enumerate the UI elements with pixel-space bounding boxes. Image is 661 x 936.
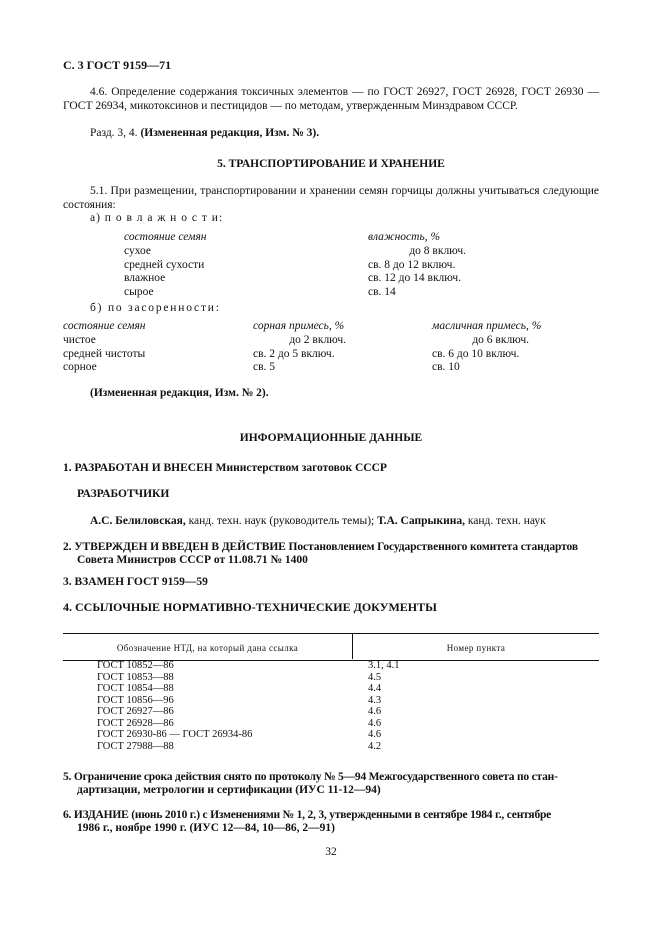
moisture-label: а) п о в л а ж н о с т и: [90,212,224,224]
contamination-label: б) по засоренности: [90,302,221,314]
moisture-values [368,245,478,299]
ntd-items [368,660,400,752]
ntd-doc: ГОСТ 10852—86 [97,660,174,671]
section-5-amendment: (Измененная редакция, Изм. № 2). [90,387,269,399]
item-number: 3. [63,576,72,588]
section-5-title: 5. ТРАНСПОРТИРОВАНИЕ И ХРАНЕНИЕ [217,158,445,170]
contamination-weed [253,334,346,375]
item-number: 4. [63,600,72,614]
contamination-state: средней чистоты [63,347,146,360]
info-item-1 [63,462,387,476]
ntd-item: 4.5 [368,671,382,683]
info-item-4 [63,601,437,615]
weed-value: до 2 включ. [289,334,346,346]
ntd-item: 4.2 [368,740,382,752]
info-item-5 [63,771,558,785]
razd-prefix: Разд. 3, 4. [90,127,138,139]
developer-1-rest: канд. техн. наук (руководитель темы); [188,515,375,527]
weed-value: св. 5 [253,361,276,373]
developers-title: РАЗРАБОТЧИКИ [77,488,170,500]
developer-2-name: Т.А. Сапрыкина, [377,515,465,527]
moisture-state: сырое [124,285,154,298]
moisture-value: до 8 включ. [409,245,466,257]
moisture-state: сухое [124,245,152,257]
ntd-doc: ГОСТ 10853—88 [97,671,174,683]
moisture-col1-header: состояние семян [124,231,207,243]
moisture-col2-header: влажность, % [368,231,441,243]
moisture-value: св. 8 до 12 включ. [368,258,456,271]
ntd-doc: ГОСТ 10854—88 [97,683,174,694]
moisture-state: средней сухости [124,258,205,271]
item-3-text: ВЗАМЕН ГОСТ 9159—59 [74,576,208,588]
item-1-bold: РАЗРАБОТАН И ВНЕСЕН [74,462,213,474]
ntd-docs [97,660,252,752]
weed-value: св. 2 до 5 включ. [253,347,335,360]
paragraph-5-1: 5.1. При размещении, транспортировании и хранении семян горчицы должны учитываться следующие состояния: [63,185,599,211]
info-title: ИНФОРМАЦИОННЫЕ ДАННЫЕ [239,432,423,444]
ntd-item: 4.6 [368,729,382,740]
info-item-6 [63,809,551,823]
item-6-line-2: 1986 г., ноябре 1990 г. (ИУС 12—84, 10—86, 2—91) [77,822,335,834]
ntd-item: 4.4 [368,683,382,694]
ntd-doc: ГОСТ 10856—96 [97,694,174,706]
info-item-2 [63,541,578,555]
item-number: 5. [63,771,72,783]
contamination-states [63,334,145,375]
item-number: 6. [63,809,72,821]
developers-list [90,515,546,529]
oil-value: св. 6 до 10 включ. [432,347,520,360]
item-5-line-2: дартизации, метрологии и сертификации (ИУС 11-12—94) [77,784,381,796]
item-2-line-2: Совета Министров СССР от 11.08.71 № 1400 [77,554,308,566]
contamination-state: чистое [63,334,96,346]
item-2-bold: УТВЕРЖДЕН И ВВЕДЕН В ДЕЙСТВИЕ [74,541,286,553]
info-item-3 [63,576,208,590]
item-4-text: ССЫЛОЧНЫЕ НОРМАТИВНО-ТЕХНИЧЕСКИЕ ДОКУМЕНТЫ [75,600,437,614]
razd-amendment: (Измененная редакция, Изм. № 3). [140,127,320,139]
developer-2-rest: канд. техн. наук [467,515,546,527]
page-header: С. 3 ГОСТ 9159—71 [63,58,172,72]
page-number: 32 [325,846,337,858]
ntd-doc: ГОСТ 27988—88 [97,740,174,752]
ntd-item: 4.6 [368,717,382,729]
item-number: 1. [63,462,72,474]
moisture-value: св. 14 [368,285,396,298]
ntd-doc: ГОСТ 26930-86 — ГОСТ 26934-86 [97,729,253,740]
contamination-state: сорное [63,361,97,373]
contamination-oil [432,334,529,375]
item-1-rest: Министерством заготовок СССР [215,462,387,474]
moisture-states [124,245,204,299]
item-number: 2. [63,541,72,553]
ntd-doc: ГОСТ 26927—86 [97,706,174,717]
ntd-item: 4.3 [368,694,382,706]
ntd-col1-header: Обозначение НТД, на который дана ссылка [116,643,299,653]
ntd-col2-header: Номер пункта [446,643,506,653]
item-2-rest: Постановлением Государственного комитета стандартов [288,541,579,553]
ntd-item: 4.6 [368,706,382,717]
moisture-state: влажное [124,272,166,284]
contamination-col3-header: масличная примесь, % [432,320,542,332]
item-5-line-1: Ограничение срока действия снято по протоколу № 5—94 Межгосударственного совета по стан- [73,771,558,783]
moisture-value: св. 12 до 14 включ. [368,272,462,284]
contamination-col2-header: сорная примесь, % [253,320,345,332]
oil-value: св. 10 [432,361,460,373]
developer-1-name: А.С. Белиловская, [90,515,186,527]
razd-note [90,127,319,141]
ntd-doc: ГОСТ 26928—86 [97,717,174,729]
ntd-item: 3.1, 4.1 [368,660,400,671]
contamination-col1-header: состояние семян [63,320,146,332]
oil-value: до 6 включ. [472,334,529,346]
item-6-line-1: ИЗДАНИЕ (июнь 2010 г.) с Изменениями № 1, 2, 3, утвержденными в сентябре 1984 г., сентябре [73,809,552,821]
paragraph-4-6: 4.6. Определение содержания токсичных элементов — по ГОСТ 26927, ГОСТ 26928, ГОСТ 26930 — ГОСТ 26934, микотоксинов и пестицидов — по методам, утвержденным Минздравом СССР. [63,86,599,112]
